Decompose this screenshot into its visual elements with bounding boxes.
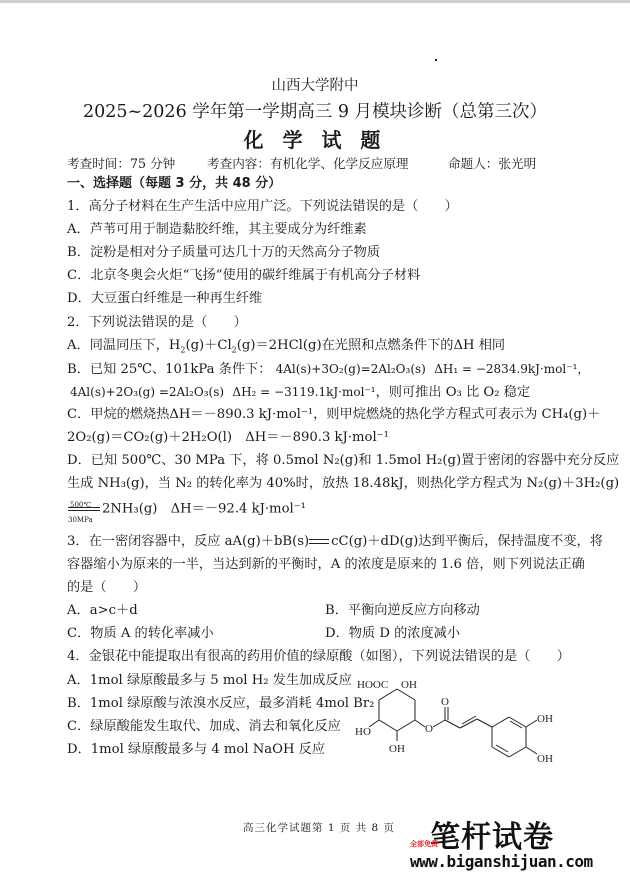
q1-option-b: B．淀粉是相对分子质量可达几十万的天然高分子物质 — [67, 245, 381, 260]
q2a-text: A．同温同压下，H — [67, 338, 181, 353]
q3-stem-line3: 的是（ ） — [67, 580, 147, 595]
exam-author: 命题人：张光明 — [448, 156, 537, 171]
q3-option-a: A．a>c＋d — [67, 603, 138, 618]
q2-option-d-line2: 生成 NH₃(g)，当 N₂ 的转化率为 40%时，放热 18.48kJ，则热化学方程式为 N₂(g)＋3H₂(g) — [67, 476, 620, 491]
label-oh-top: OH — [401, 679, 417, 691]
q2b-enthalpy: ΔH₁ = −2834.9kJ·mol⁻¹， — [434, 362, 590, 376]
label-oh-bottom: OH — [389, 743, 405, 755]
label-o-carbonyl: O — [441, 696, 449, 708]
page-footer: 高三化学试题第 1 页 共 8 页 — [243, 822, 396, 834]
exam-time: 考查时间：75 分钟 — [67, 156, 176, 171]
q1-option-d: D．大豆蛋白纤维是一种再生纤维 — [67, 291, 263, 306]
exam-title: 2025~2026 学年第一学期高三 9 月模块诊断（总第三次） — [82, 102, 548, 122]
q2-option-d-line1: D．已知 500℃、30 MPa 下，将 0.5mol N₂(g)和 1.5mol H₂(g)置于密闭的容器中充分反应 — [67, 453, 620, 468]
q3-option-d: D．物质 D 的浓度减小 — [325, 626, 461, 641]
section-title: 一、选择题（每题 3 分，共 48 分） — [67, 176, 282, 191]
q2b-equation: 4Al(s)+3O₂(g)=2Al₂O₃(s) — [275, 362, 426, 376]
q4-option-d: D．1mol 绿原酸最多与 4 mol NaOH 反应 — [67, 742, 326, 757]
watermark-url[interactable]: www.biganshijuan.com — [410, 852, 593, 871]
q3-stem-line1 — [67, 533, 603, 551]
q2d-equation: 2NH₃(g) ΔH＝－92.4 kJ·mol⁻¹ — [102, 501, 306, 517]
q1-option-c: C．北京冬奥会火炬“飞扬”使用的碳纤维属于有机高分子材料 — [67, 268, 421, 283]
q3-option-b: B．平衡向逆反应方向移动 — [325, 603, 480, 618]
q2-option-a — [67, 337, 505, 355]
q2b-text: ，则可推出 O₃ 比 O₂ 稳定 — [375, 385, 531, 400]
q2a-sub: 2 — [231, 345, 237, 355]
q2a-text: (g)＝2HCl(g)在光照和点燃条件下的ΔH 相同 — [236, 338, 506, 353]
watermark-brand: 笔杆试卷 — [430, 820, 554, 855]
q2-option-c-line2: 2O₂(g)＝CO₂(g)＋2H₂O(l) ΔH＝－890.3 kJ·mol⁻¹ — [67, 430, 389, 445]
q1-option-a: A．芦苇可用于制造黏胶纤维，其主要成分为纤维素 — [67, 222, 367, 237]
q4-option-a: A．1mol 绿原酸最多与 5 mol H₂ 发生加成反应 — [67, 673, 352, 688]
reversible-arrow-icon — [68, 500, 102, 524]
q1-stem: 1．高分子材料在生产生活中应用广泛。下列说法错误的是（ ） — [67, 199, 458, 214]
equilibrium-arrow-icon — [309, 537, 331, 547]
school-name: 山西大学附中 — [271, 78, 359, 94]
q2-option-c-line1: C．甲烷的燃烧热ΔH＝－890.3 kJ·mol⁻¹，则甲烷燃烧的热化学方程式可表示为 CH₄(g)＋ — [67, 407, 601, 422]
top-border — [0, 0, 630, 3]
label-oh-ring-1: OH — [537, 713, 553, 725]
q2-option-d-line3 — [68, 500, 306, 524]
q2a-sub: 2 — [180, 345, 186, 355]
q2-option-b-line1 — [67, 360, 589, 379]
q4-option-c: C．绿原酸能发生取代、加成、消去和氧化反应 — [67, 719, 341, 734]
q4-stem: 4．金银花中能提取出有很高的药用价值的绿原酸（如图），下列说法错误的是（ ） — [67, 649, 570, 664]
arrow-condition-pressure: 30MPa — [68, 516, 93, 524]
subject-title: 化 学 试 题 — [243, 128, 387, 152]
q3-stem-line2: 容器缩小为原来的一半，当达到新的平衡时，A 的浓度是原来的 1.6 倍，则下列说法正确 — [67, 557, 585, 572]
label-oh-ring-2: OH — [537, 753, 553, 765]
chlorogenic-acid-structure — [355, 675, 585, 775]
label-ho-left: HO — [355, 726, 371, 738]
exam-content: 考查内容：有机化学、化学反应原理 — [207, 156, 409, 171]
arrow-condition-temp: 500℃ — [70, 501, 92, 509]
label-hooc: HOOC — [357, 679, 389, 691]
q3-text: cC(g)＋dD(g)达到平衡后，保持温度不变，将 — [331, 534, 603, 549]
q2b-enthalpy: ΔH₂ = −3119.1kJ·mol⁻¹ — [232, 385, 376, 399]
q2b-equation: 4Al(s)+2O₃(g) =2Al₂O₃(s) — [70, 385, 225, 399]
q2-option-b-line2 — [70, 383, 530, 402]
watermark-tag: 全部免费 — [410, 840, 438, 848]
label-o-ester: O — [425, 723, 433, 735]
q2-stem: 2．下列说法错误的是（ ） — [67, 315, 247, 330]
stray-mark — [435, 59, 437, 61]
q2a-text: (g)＋Cl — [185, 338, 232, 353]
q2b-text: B．已知 25℃、101kPa 条件下： — [67, 362, 272, 377]
q3-option-c: C．物质 A 的转化率减小 — [67, 626, 214, 641]
q4-option-b: B．1mol 绿原酸与浓溴水反应，最多消耗 4mol Br₂ — [67, 696, 375, 711]
q3-text: 3．在一密闭容器中，反应 aA(g)＋bB(s) — [67, 534, 310, 549]
